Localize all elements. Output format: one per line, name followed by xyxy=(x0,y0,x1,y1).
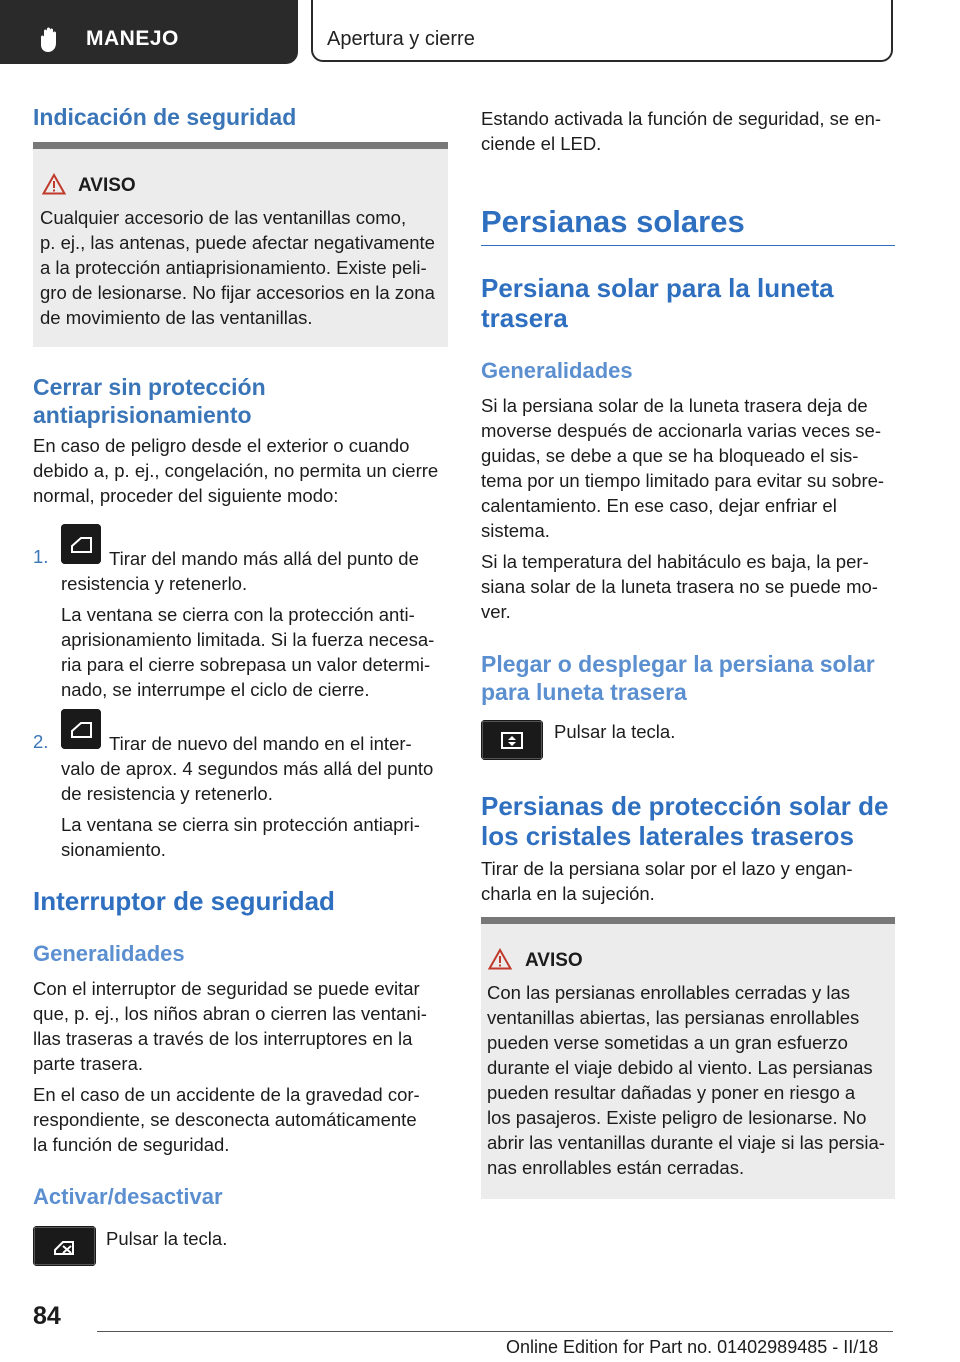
paragraph-interruptor: En el caso de un accidente de la gravedad cor‐ respondiente, se desconecta automáticamente la función de seguridad. xyxy=(33,1084,420,1155)
warning-box xyxy=(481,917,895,1199)
heading-persianas: Persianas solares xyxy=(481,204,745,239)
step-text: valo de aprox. 4 segundos más allá del punto de resistencia y retenerlo. xyxy=(61,758,434,804)
heading-generalidades: Generalidades xyxy=(481,358,633,383)
window-switch-icon xyxy=(61,709,101,749)
heading-laterales: Persianas de protección solar de los cristales laterales traseros xyxy=(481,791,889,851)
step-subtext: La ventana se cierra sin protección antiapri‐ sionamiento. xyxy=(61,814,420,860)
footer-edition: Online Edition for Part no. 01402989485 - II/18 xyxy=(506,1337,879,1357)
paragraph-generalidades: Si la temperatura del habitáculo es baja, la per‐ siana solar de la luneta trasera no se puede mo‐ ver. xyxy=(481,551,878,622)
step-number: 1. xyxy=(33,546,49,567)
heading-generalidades: Generalidades xyxy=(33,941,185,966)
section-tab xyxy=(0,0,298,64)
hand-icon xyxy=(36,25,66,53)
warning-title: AVISO xyxy=(525,950,583,971)
heading-interruptor: Interruptor de seguridad xyxy=(33,886,335,916)
window-switch-icon xyxy=(61,524,101,564)
footer-rule xyxy=(97,1331,893,1332)
heading-activar: Activar/desactivar xyxy=(33,1184,223,1209)
warning-text: Con las persianas enrollables cerradas y las ventanillas abiertas, las persianas enrollables pueden verse sometidas a un gran esfuerzo durante el viaje debido al viento. Las persianas pueden resultar dañadas y poner en riesgo a los pasajeros. Existe peligro de lesionarse. No abrir las ventanillas durante el viaje si las persia‐ nas enrollables están cerradas. xyxy=(487,982,885,1178)
step-text: Tirar de nuevo del mando en el inter‐ xyxy=(109,733,412,754)
section-title: MANEJO xyxy=(86,27,179,50)
paragraph-led: Estando activada la función de seguridad, se en‐ ciende el LED. xyxy=(481,108,882,154)
warning-triangle-icon xyxy=(42,173,66,195)
paragraph-laterales: Tirar de la persiana solar por el lazo y engan‐ charla en la sujeción. xyxy=(481,858,853,904)
heading-cerrar: Cerrar sin protección antiaprisionamiento xyxy=(33,374,266,428)
step-text: Tirar del mando más allá del punto de xyxy=(109,548,419,569)
warning-box xyxy=(33,142,448,347)
heading-indicacion: Indicación de seguridad xyxy=(33,104,297,130)
page-header xyxy=(0,0,960,66)
warning-text: Cualquier accesorio de las ventanillas como, p. ej., las antenas, puede afectar negativamente a la protección antiaprisionamiento. Existe peli‐ gro de lesionarse. No fijar accesorios en la zona de movimiento de las ventanillas. xyxy=(40,207,435,328)
heading-plegar: Plegar o desplegar la persiana solar para luneta trasera xyxy=(481,651,875,705)
step-number: 2. xyxy=(33,731,49,752)
rear-sunblind-button-icon xyxy=(481,720,543,760)
step-subtext: La ventana se cierra con la protección anti‐ aprisionamiento limitada. Si la fuerza necesa‐ ria para el cierre sobrepasa un valor determi‐ nado, se interrumpe el ciclo de cierre. xyxy=(61,604,435,700)
heading-luneta: Persiana solar para la luneta trasera xyxy=(481,273,834,333)
heading-rule xyxy=(481,245,895,246)
window-lock-button-icon xyxy=(33,1226,96,1266)
warning-triangle-icon xyxy=(488,948,512,970)
warning-title: AVISO xyxy=(78,175,136,196)
paragraph-plegar: Pulsar la tecla. xyxy=(554,721,676,742)
chapter-tab xyxy=(311,0,893,62)
paragraph-activar: Pulsar la tecla. xyxy=(106,1228,228,1249)
chapter-title: Apertura y cierre xyxy=(327,28,475,50)
paragraph-generalidades: Si la persiana solar de la luneta trasera deja de moverse después de accionarla varias veces se‐ guidas, se debe a que se ha bloqueado el sis‐ tema por un tiempo limitado para evitar su sobre‐ calentamiento. En ese caso, dejar enfriar el sistema. xyxy=(481,395,885,541)
step-text: resistencia y retenerlo. xyxy=(61,573,248,594)
page-number: 84 xyxy=(33,1302,61,1330)
paragraph-cerrar: En caso de peligro desde el exterior o cuando debido a, p. ej., congelación, no permita un cierre normal, proceder del siguiente modo: xyxy=(33,435,439,506)
paragraph-interruptor: Con el interruptor de seguridad se puede evitar que, p. ej., los niños abran o cierren las ventani‐ llas traseras a través de los interruptores en la parte trasera. xyxy=(33,978,427,1074)
